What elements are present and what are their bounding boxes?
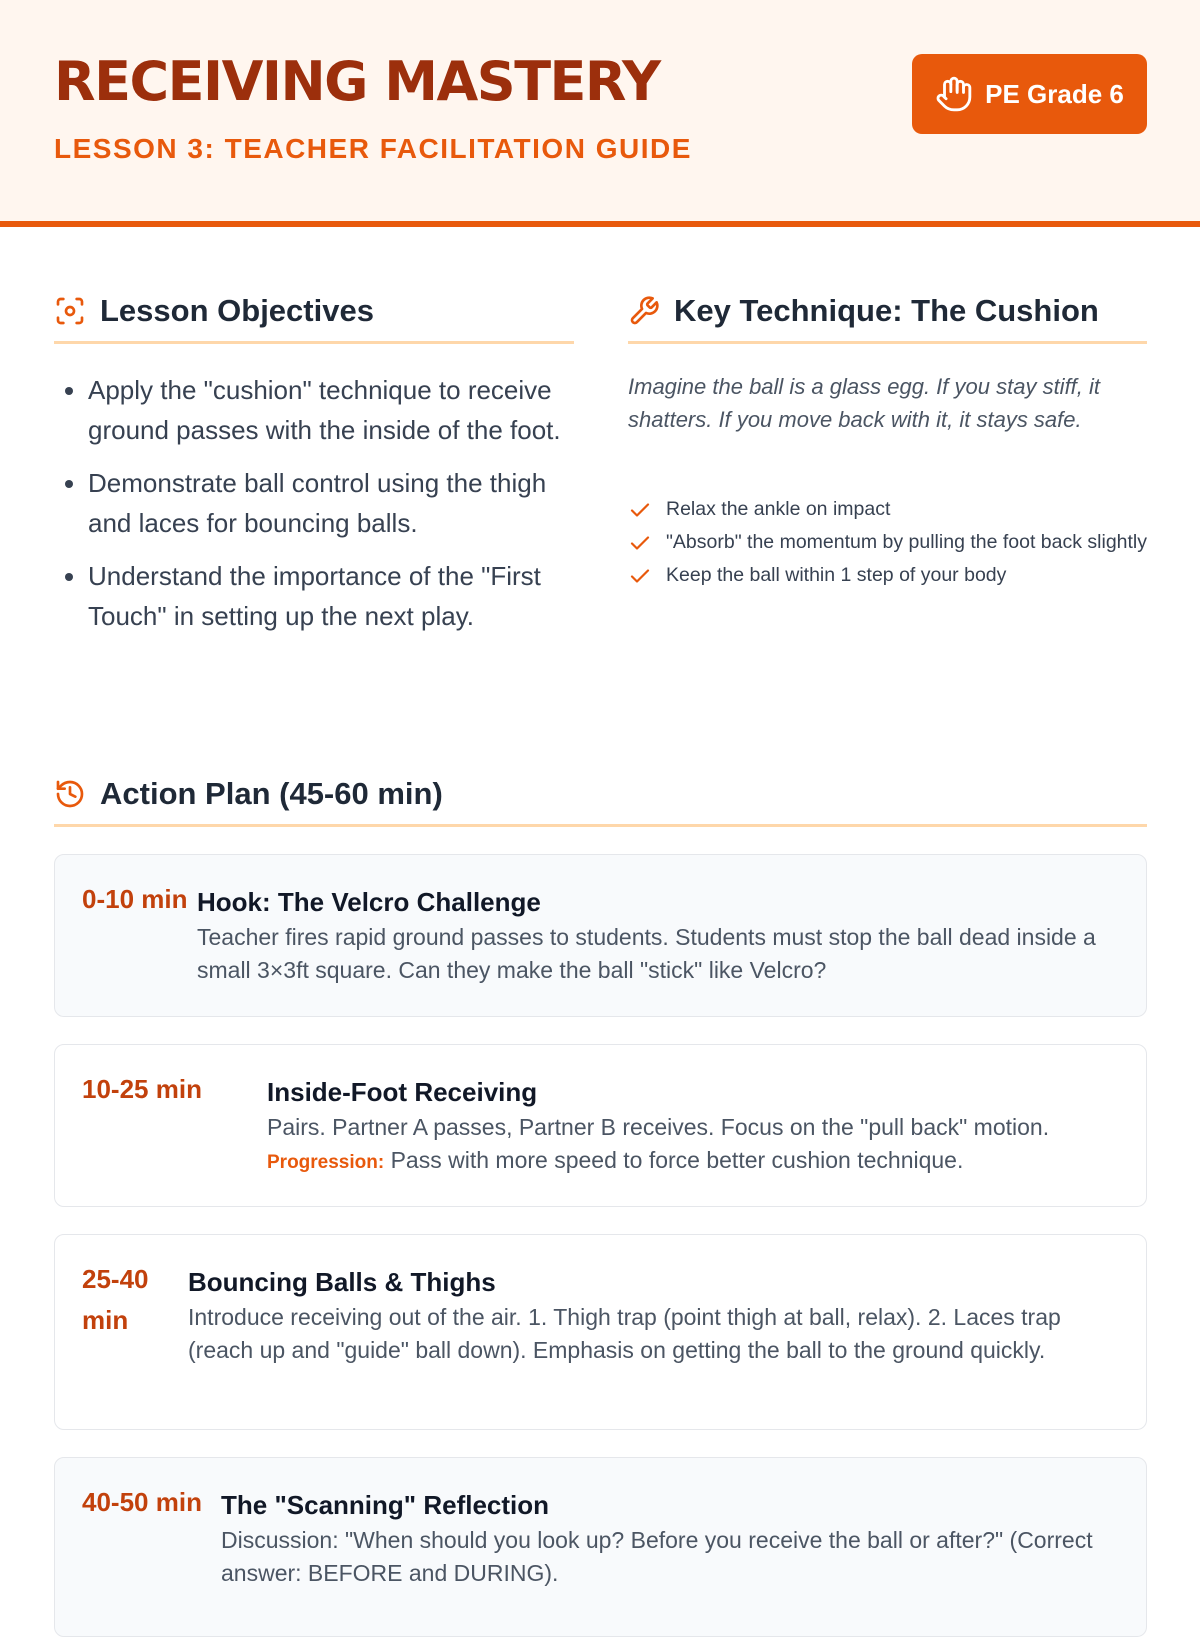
page-header (0, 0, 1200, 227)
objective-item: • Demonstrate ball control using the thigh and laces for bouncing balls. (88, 463, 574, 543)
technique-title: Key Technique: The Cushion (674, 292, 1099, 328)
activity-progression (267, 1144, 1049, 1179)
activity-body (267, 1075, 1049, 1206)
activity-card (54, 1044, 1147, 1207)
checklist-text: "Absorb" the momentum by pulling the foot back slightly (666, 531, 1148, 553)
checklist-item (628, 562, 1148, 589)
grade-badge (912, 54, 1147, 134)
activity-title: The "Scanning" Reflection (221, 1490, 550, 1520)
target-focus-icon (54, 295, 86, 327)
checklist-item (628, 529, 1148, 556)
activity-description: Pairs. Partner A passes, Partner B receives. Focus on the "pull back" motion. (267, 1114, 1050, 1140)
page-title: RECEIVING MASTERY (54, 50, 660, 113)
action-plan-heading (54, 773, 1147, 827)
check-icon (628, 498, 652, 522)
objectives-title: Lesson Objectives (100, 292, 374, 328)
history-clock-icon (54, 778, 86, 810)
activity-body (188, 1265, 1118, 1429)
check-icon (628, 531, 652, 555)
technique-heading (628, 290, 1147, 344)
checklist-text: Relax the ankle on impact (666, 498, 891, 520)
objectives-list (54, 370, 574, 649)
hand-icon (935, 75, 973, 113)
activity-body (197, 885, 1118, 1016)
progression-text: Pass with more speed to force better cushion technique. (384, 1147, 964, 1173)
activity-description: Introduce receiving out of the air. 1. Thigh trap (point thigh at ball, relax). 2. Laces trap (reach up and "guide" ball down). Emphasis on getting the ball to the ground quickly. (188, 1304, 1061, 1363)
activity-body (221, 1488, 1118, 1636)
activity-card (54, 1457, 1147, 1637)
objective-item: • Understand the importance of the "First Touch" in setting up the next play. (88, 556, 574, 636)
objective-item: • Apply the "cushion" technique to receive ground passes with the inside of the foot. (88, 370, 574, 450)
progression-label: Progression: (267, 1152, 385, 1173)
activity-title: Inside-Foot Receiving (267, 1077, 538, 1107)
checklist-item (628, 496, 1148, 523)
activity-title: Hook: The Velcro Challenge (197, 887, 541, 917)
activity-time: 0-10 min (82, 884, 188, 914)
activity-title: Bouncing Balls & Thighs (188, 1267, 496, 1297)
technique-quote: Imagine the ball is a glass egg. If you stay stiff, it shatters. If you move back with it, it stays safe. (628, 374, 1101, 432)
wrench-icon (628, 295, 660, 327)
activity-time: 40-50 min (82, 1487, 202, 1517)
action-plan-title: Action Plan (45-60 min) (100, 775, 443, 811)
activity-time: 10-25 min (82, 1074, 202, 1104)
activity-card (54, 1234, 1147, 1430)
grade-badge-label: PE Grade 6 (985, 78, 1124, 109)
activity-description: Teacher fires rapid ground passes to students. Students must stop the ball dead inside a small 3×3ft square. Can they make the ball "stick" like Velcro? (197, 924, 1096, 983)
checklist-text: Keep the ball within 1 step of your body (666, 564, 1007, 586)
technique-checklist (628, 496, 1148, 595)
activity-card (54, 854, 1147, 1017)
page-subtitle: LESSON 3: TEACHER FACILITATION GUIDE (54, 133, 692, 164)
objectives-heading (54, 290, 574, 344)
activity-time: 25-40 min (82, 1264, 149, 1335)
check-icon (628, 564, 652, 588)
activity-description: Discussion: "When should you look up? Before you receive the ball or after?" (Correct answer: BEFORE and DURING). (221, 1527, 1093, 1586)
